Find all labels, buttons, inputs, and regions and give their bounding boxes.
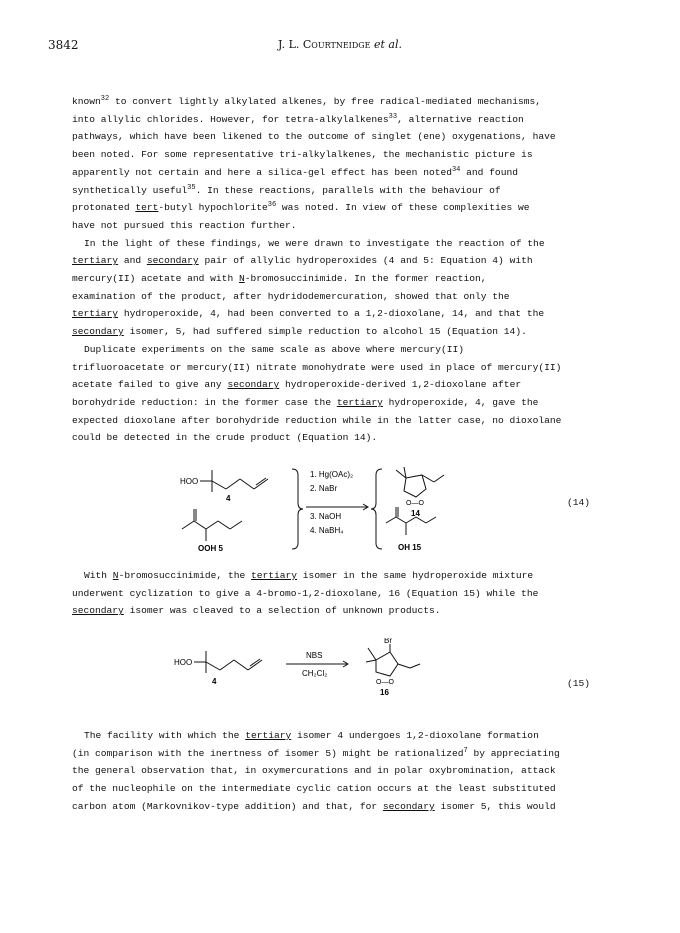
text-line: the general observation that, in oxymercurations and in polar oxybromination, attack	[72, 765, 556, 777]
text-line: protonated tert-butyl hypochlorite$^{36}$ was noted. In view of these complexities we	[72, 201, 530, 214]
reagent-solvent: CH₂Cl₂	[302, 669, 328, 678]
hoo-label: HOO	[174, 658, 193, 667]
equation-number-14: (14)	[567, 497, 591, 508]
running-header	[0, 38, 680, 51]
reference: 35	[187, 183, 196, 192]
text-line: into allylic chlorides. However, for tetra-alkylalkenes$^{33}$, alternative reaction	[72, 112, 524, 125]
text-line: tertiary and secondary pair of allylic hydroperoxides (4 and 5: Equation 4) with	[72, 255, 533, 267]
equation-14-scheme	[160, 465, 460, 560]
hoo-label: HOO	[180, 477, 199, 486]
compound-14-label: 14	[411, 509, 420, 518]
dioxolane-ring-label: O—O	[406, 500, 424, 507]
text-line: pathways, which have been likened to the outcome of singlet (ene) oxygenations, have	[72, 131, 556, 143]
compound-16-label: 16	[380, 688, 389, 697]
text-line: carbon atom (Markovnikov-type addition) and that, for secondary isomer 5, this would	[72, 800, 556, 812]
text-line: mercury(II) acetate and with N-bromosuccinimide. In the former reaction,	[72, 273, 487, 285]
reference: 7	[463, 746, 468, 755]
author-suffix: et al.	[373, 38, 402, 51]
text-line: borohydride reduction: in the former case the tertiary hydroperoxide, 4, gave the	[72, 396, 539, 408]
bromine-label: Br	[384, 638, 392, 645]
reagent-1: 1. Hg(OAc)₂	[310, 470, 354, 479]
text-line: The facility with which the tertiary isomer 4 undergoes 1,2-dioxolane formation	[84, 730, 539, 741]
equation-number-15: (15)	[567, 678, 591, 689]
equation-15-scheme	[170, 638, 430, 698]
text-line: synthetically useful$^{35}$. In these reactions, parallels with the behaviour of	[72, 183, 501, 196]
compound-4-label: 4	[212, 677, 217, 686]
reagent-2: 2. NaBr	[310, 484, 338, 493]
reagent-3: 3. NaOH	[310, 512, 342, 521]
page-number: 3842	[48, 38, 79, 52]
reference: 32	[100, 95, 110, 103]
text-line: underwent cyclization to give a 4-bromo-1,2-dioxolane, 16 (Equation 15) while the	[72, 587, 539, 599]
compound-15-label: OH 15	[398, 543, 422, 552]
body-text	[72, 93, 612, 447]
text-line: examination of the product, after hydridodemercuration, showed that only the	[72, 290, 510, 302]
text-line: tertiary hydroperoxide, 4, had been converted to a 1,2-dioxolane, 14, and that the	[72, 308, 545, 320]
text-line: acetate failed to give any secondary hydroperoxide-derived 1,2-dioxolane after	[72, 379, 522, 391]
reference: 34	[451, 165, 461, 174]
text-line: could be detected in the crude product (Equation 14).	[72, 432, 378, 444]
text-line: trifluoroacetate or mercury(II) nitrate monohydrate were used in place of mercury(II)	[72, 361, 562, 373]
body-text-3	[72, 727, 612, 816]
reagent-4: 4. NaBH₄	[310, 526, 344, 535]
text-line: Duplicate experiments on the same scale as above where mercury(II)	[84, 343, 464, 355]
text-line: have not pursued this reaction further.	[72, 219, 297, 231]
text-line: apparently not certain and here a silica-gel effect has been noted$^{34}$ and found	[72, 165, 518, 178]
compound-5-label: OOH 5	[198, 544, 223, 553]
compound-4-label: 4	[226, 494, 231, 503]
text-line: In the light of these findings, we were drawn to investigate the reaction of the	[84, 237, 545, 249]
body-text-2	[72, 567, 612, 620]
text-line: secondary isomer, 5, had suffered simple reduction to alcohol 15 (Equation 14).	[72, 326, 527, 338]
text-line: expected dioxolane after borohydride reduction while in the latter case, no dioxolane	[72, 414, 562, 426]
reagent-nbs: NBS	[306, 651, 323, 660]
reference: 33	[388, 112, 398, 121]
reference: 36	[267, 201, 277, 210]
dioxolane-ring-label: O—O	[376, 679, 394, 686]
text-line: been noted. For some representative tri-alkylalkenes, the mechanistic picture is	[72, 149, 533, 161]
text-line: With N-bromosuccinimide, the tertiary isomer in the same hydroperoxide mixture	[84, 570, 534, 581]
author-name: J. L. Courtneidge	[278, 38, 371, 51]
text-line: of the nucleophile on the intermediate cyclic cation occurs at the least substituted	[72, 783, 556, 795]
text-line: (in comparison with the inertness of isomer 5) might be rationalized$^7$ by appreciating	[72, 746, 560, 759]
text-line: known$^{32}$ to convert lightly alkylated alkenes, by free radical-mediated mechanisms,	[72, 95, 541, 107]
text-line: secondary isomer was cleaved to a selection of unknown products.	[72, 605, 441, 617]
